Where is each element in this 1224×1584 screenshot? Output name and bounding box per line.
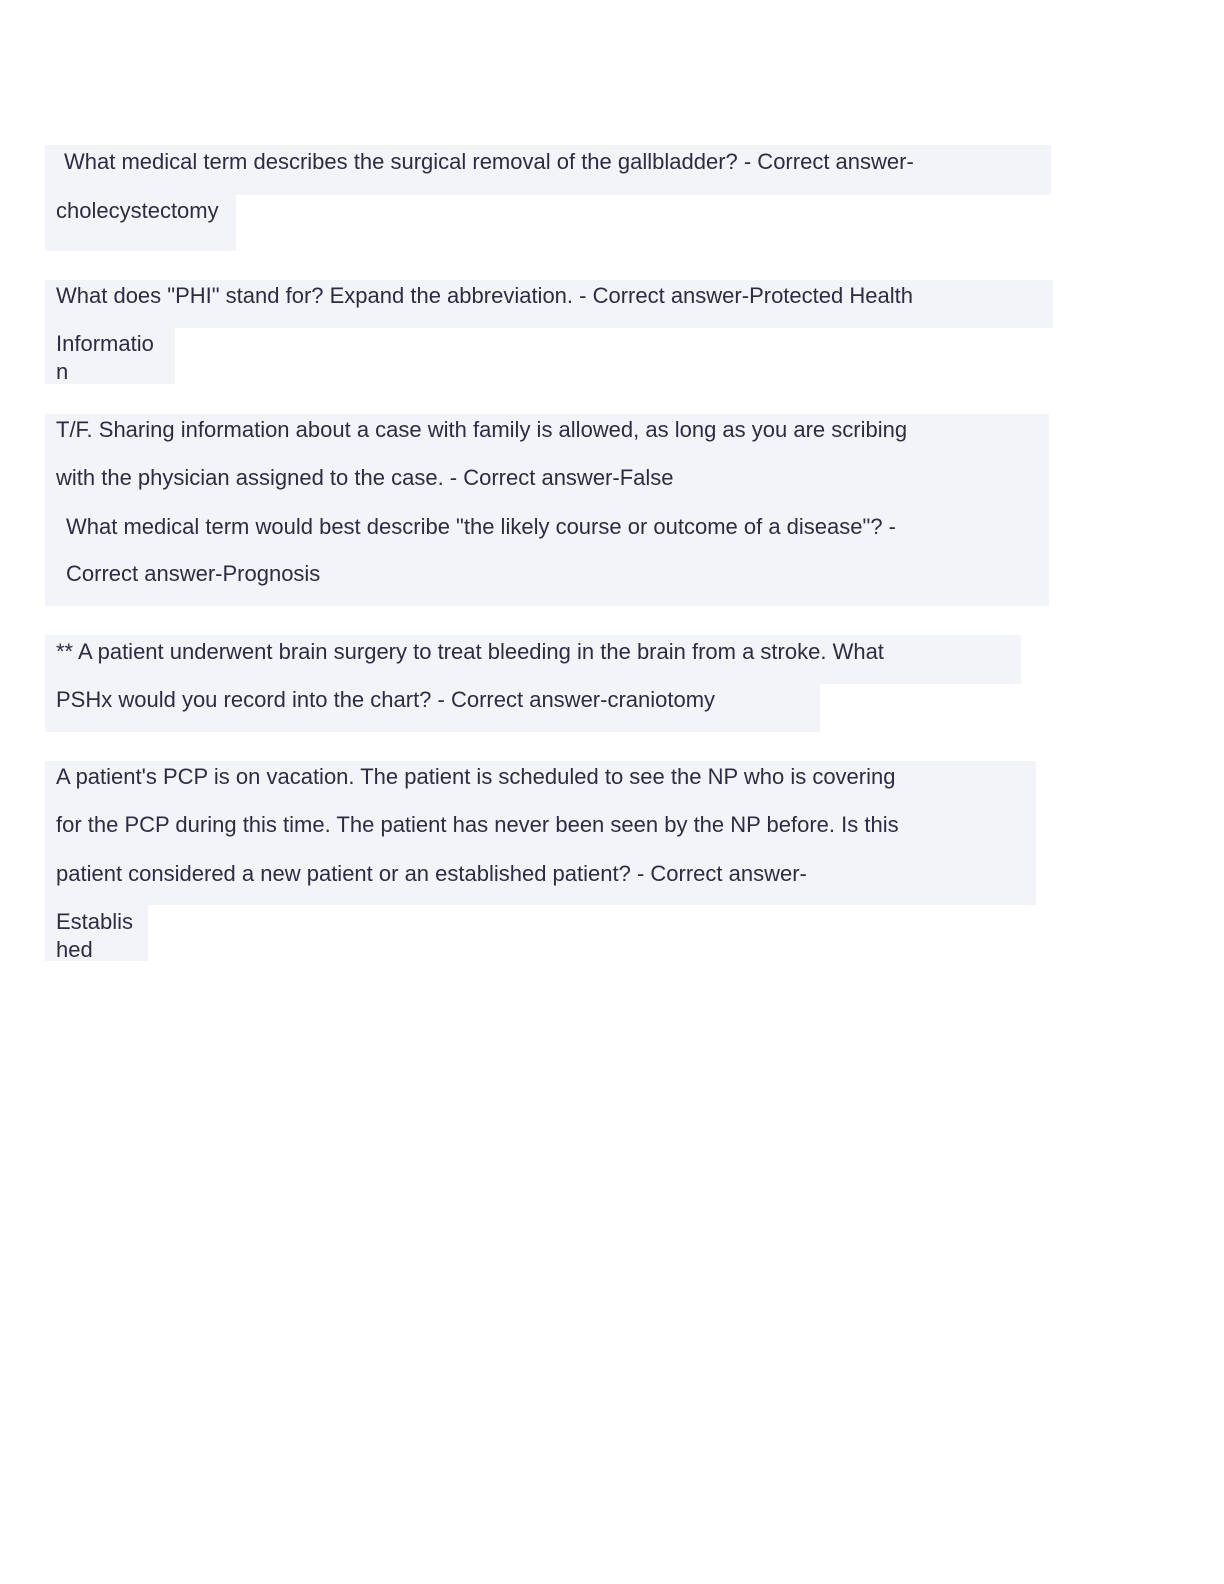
answer-text: Established <box>56 909 134 962</box>
question-text: with the physician assigned to the case. - Correct answer-False <box>56 465 674 490</box>
question-text: patient considered a new patient or an established patient? - Correct answer- <box>56 861 807 886</box>
question-text: Correct answer-Prognosis <box>66 561 321 586</box>
question-text: What does "PHI" stand for? Expand the abbreviation. - Correct answer-Protected Health <box>56 283 913 308</box>
answer-text: cholecystectomy <box>56 198 219 223</box>
question-text: What medical term describes the surgical removal of the gallbladder? - Correct answer- <box>64 149 914 174</box>
question-text: A patient's PCP is on vacation. The patient is scheduled to see the NP who is covering <box>56 764 896 789</box>
question-text: for the PCP during this time. The patient has never been seen by the NP before. Is this <box>56 812 899 837</box>
question-text: PSHx would you record into the chart? - Correct answer-craniotomy <box>56 687 716 712</box>
question-text: ** A patient underwent brain surgery to treat bleeding in the brain from a stroke. What <box>56 639 884 664</box>
answer-text: Information <box>56 331 154 384</box>
question-text: What medical term would best describe "the likely course or outcome of a disease"? - <box>66 514 896 539</box>
question-text: T/F. Sharing information about a case with family is allowed, as long as you are scribing <box>56 417 908 442</box>
